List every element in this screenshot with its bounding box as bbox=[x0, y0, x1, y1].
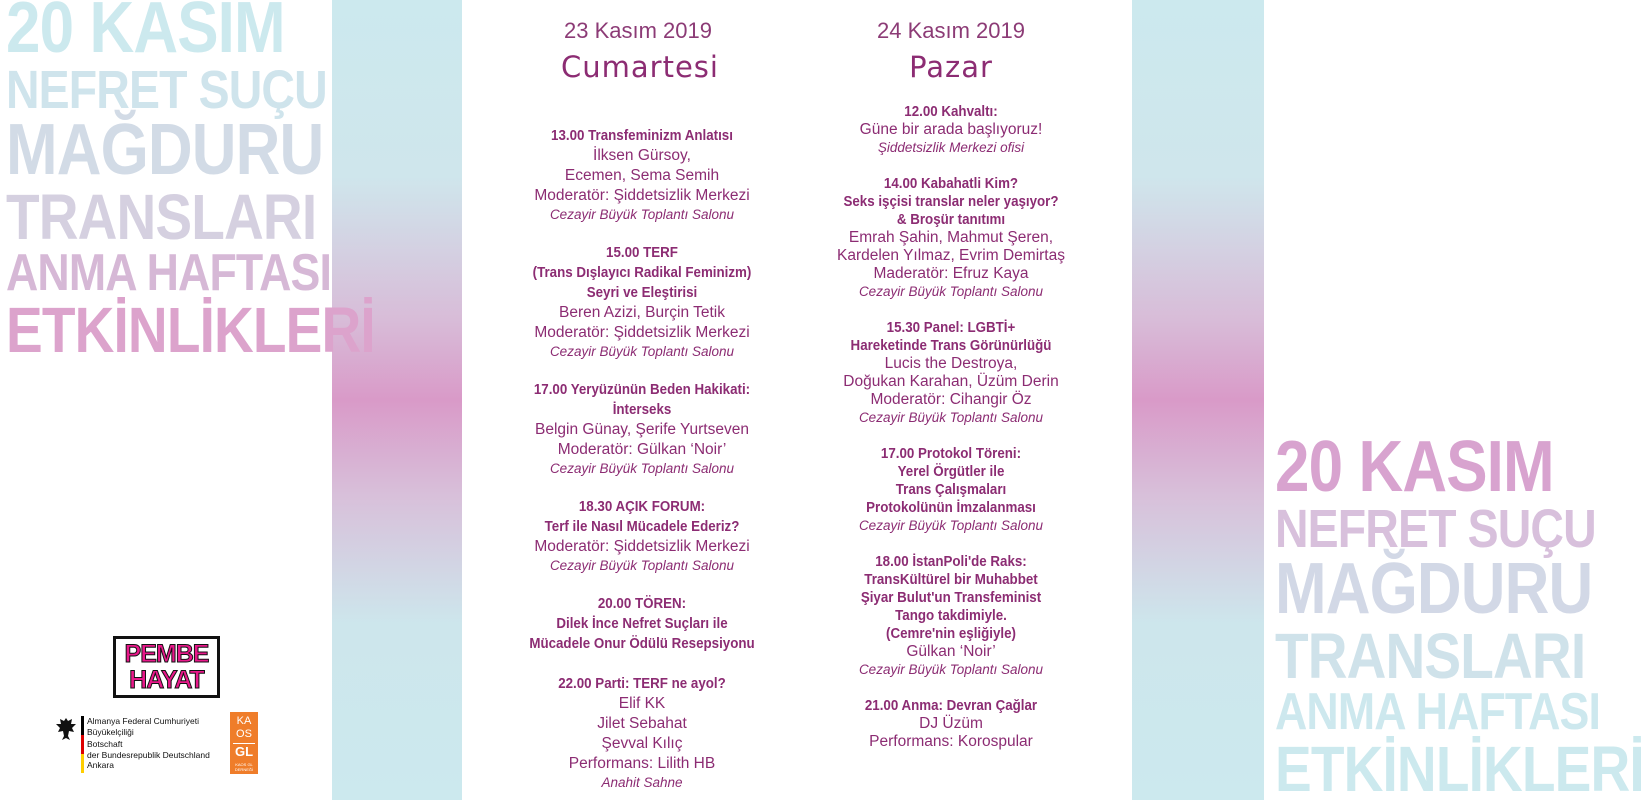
title-line-4: TRANSLARI bbox=[6, 181, 317, 254]
event-1200 bbox=[792, 103, 1110, 156]
event-speakers: İlksen Gürsoy, bbox=[593, 147, 691, 164]
event-title: 20.00 TÖREN: bbox=[597, 596, 687, 612]
title-line-2: NEFRET SUÇU bbox=[6, 59, 327, 120]
event-speakers: Gülkan ‘Noir’ bbox=[906, 643, 996, 660]
event-speakers: Performans: Lilith HB bbox=[568, 755, 716, 772]
title-line-6: ETKİNLİKLERİ bbox=[6, 293, 375, 366]
event-title: İnterseks bbox=[612, 402, 672, 418]
saturday-day: Cumartesi bbox=[561, 50, 719, 84]
event-1700 bbox=[792, 445, 1110, 534]
event-title: Seks işçisi translar neler yaşıyor? bbox=[843, 194, 1059, 210]
moderator-label: Moderatör: bbox=[557, 441, 633, 458]
event-title: 22.00 Parti: TERF ne ayol? bbox=[558, 676, 726, 692]
moderator-name: Şiddetsizlik Merkezi bbox=[609, 538, 750, 555]
event-1530 bbox=[792, 319, 1110, 426]
event-location: Cezayir Büyük Toplantı Salonu bbox=[549, 558, 735, 573]
event-title: 15.00 TERF bbox=[606, 245, 678, 261]
title-line-5: ANMA HAFTASI bbox=[6, 244, 332, 303]
event-title: 18.00 İstanPoli'de Raks: bbox=[875, 554, 1027, 570]
event-title: Trans Çalışmaları bbox=[895, 482, 1007, 498]
event-speakers: Jilet Sebahat bbox=[597, 715, 687, 732]
event-speakers: Performans: Korospular bbox=[869, 733, 1033, 750]
title-line-2: NEFRET SUÇU bbox=[1275, 498, 1596, 559]
embassy-line: Büyükelçiliği bbox=[87, 726, 134, 737]
event-title: Mücadele Onur Ödülü Resepsiyonu bbox=[529, 636, 755, 652]
moderator-label: Moderatör: bbox=[870, 391, 946, 408]
saturday-events bbox=[462, 126, 822, 791]
event-title: Protokolünün İmzalanması bbox=[866, 500, 1036, 516]
event-title: Terf ile Nasıl Mücadele Ederiz? bbox=[544, 519, 740, 535]
event-speakers: Ecemen, Sema Semih bbox=[564, 167, 720, 184]
event-moderator bbox=[792, 391, 1110, 409]
moderator-name: Şiddetsizlik Merkezi bbox=[609, 187, 750, 204]
event-location: Cezayir Büyük Toplantı Salonu bbox=[858, 518, 1044, 533]
title-line-4: TRANSLARI bbox=[1275, 620, 1586, 693]
moderator-name: Cihangir Öz bbox=[945, 391, 1032, 408]
moderator-name: Gülkan ‘Noir’ bbox=[632, 441, 727, 458]
saturday-date: 23 Kasım 2019 bbox=[564, 18, 712, 43]
event-title: Yerel Örgütler ile bbox=[897, 464, 1005, 480]
event-location: Cezayir Büyük Toplantı Salonu bbox=[549, 207, 735, 222]
event-speakers: Lucis the Destroya, bbox=[884, 355, 1018, 372]
event-title: (Cemre'nin eşliğiyle) bbox=[886, 626, 1016, 642]
moderator-label: Moderatör: bbox=[534, 538, 610, 555]
title-line-1: 20 KASIM bbox=[6, 0, 285, 68]
event-speakers: DJ Üzüm bbox=[919, 715, 983, 732]
event-2100 bbox=[792, 697, 1110, 751]
kaos-gl-logo bbox=[230, 712, 258, 774]
title-line-5: ANMA HAFTASI bbox=[1275, 683, 1601, 742]
embassy-line: Ankara bbox=[87, 760, 114, 770]
german-flag-bar bbox=[81, 716, 84, 773]
right-gradient-band bbox=[1132, 0, 1264, 800]
event-title: 21.00 Anma: Devran Çağlar bbox=[864, 698, 1038, 714]
moderator-label: Moderatör: bbox=[534, 187, 610, 204]
pembe-logo-text: PEMBE bbox=[124, 640, 209, 668]
event-1830 bbox=[462, 497, 822, 574]
kaos-logo-text: KA OS bbox=[236, 715, 252, 740]
event-title: 14.00 Kabahatli Kim? bbox=[883, 176, 1019, 192]
moderator-label: Moderatör: bbox=[534, 324, 610, 341]
title-line-3: MAĞDURU bbox=[1275, 549, 1593, 630]
event-speakers: Kardelen Yılmaz, Evrim Demirtaş bbox=[837, 247, 1065, 264]
event-location: Cezayir Büyük Toplantı Salonu bbox=[549, 461, 735, 476]
pembe-hayat-logo bbox=[113, 636, 220, 698]
event-moderator bbox=[462, 537, 822, 557]
embassy-line: Botschaft bbox=[87, 739, 123, 749]
event-title: 17.00 Yeryüzünün Beden Hakikati: bbox=[533, 382, 751, 398]
event-location: Cezayir Büyük Toplantı Salonu bbox=[858, 410, 1044, 425]
event-title: Şiyar Bulut'un Transfeminist bbox=[860, 590, 1042, 606]
sunday-day: Pazar bbox=[909, 50, 993, 84]
event-1400 bbox=[792, 175, 1110, 300]
event-location: Cezayir Büyük Toplantı Salonu bbox=[858, 284, 1044, 299]
event-title: 12.00 Kahvaltı: bbox=[904, 104, 998, 120]
event-title: Tango takdimiyle. bbox=[895, 608, 1007, 624]
event-location: Cezayir Büyük Toplantı Salonu bbox=[858, 662, 1044, 677]
german-eagle-icon bbox=[55, 716, 77, 742]
event-1500 bbox=[462, 243, 822, 360]
event-speakers: Emrah Şahin, Mahmut Şeren, bbox=[848, 229, 1054, 246]
event-title: Seyri ve Eleştirisi bbox=[586, 285, 698, 301]
event-1800 bbox=[792, 553, 1110, 678]
event-title: Hareketinde Trans Görünürlüğü bbox=[850, 338, 1052, 354]
title-line-3: MAĞDURU bbox=[6, 110, 324, 191]
event-1700 bbox=[462, 380, 822, 477]
title-line-6: ETKİNLİKLERİ bbox=[1275, 732, 1644, 805]
event-speakers: Elif KK bbox=[618, 695, 666, 712]
event-moderator bbox=[462, 323, 822, 343]
kaos-small-text: KAOS GL DERNEĞİ bbox=[234, 762, 254, 772]
event-title: 17.00 Protokol Töreni: bbox=[880, 446, 1022, 462]
moderator-name: Efruz Kaya bbox=[948, 265, 1029, 282]
event-speakers: Doğukan Karahan, Üzüm Derin bbox=[843, 373, 1059, 390]
event-location: Şiddetsizlik Merkezi ofisi bbox=[877, 140, 1025, 155]
event-1300 bbox=[462, 126, 822, 223]
event-2200 bbox=[462, 674, 822, 791]
sunday-date: 24 Kasım 2019 bbox=[877, 18, 1025, 43]
event-moderator bbox=[792, 265, 1110, 283]
moderator-name: Şiddetsizlik Merkezi bbox=[609, 324, 750, 341]
event-location: Anahit Sahne bbox=[601, 775, 683, 790]
event-speakers: Şevval Kılıç bbox=[601, 735, 683, 752]
title-line-1: 20 KASIM bbox=[1275, 427, 1554, 507]
event-2000 bbox=[462, 594, 822, 654]
event-speakers: Beren Azizi, Burçin Tetik bbox=[559, 304, 725, 321]
event-speakers: Güne bir arada başlıyoruz! bbox=[859, 121, 1043, 138]
event-title: 15.30 Panel: LGBTİ+ bbox=[886, 320, 1016, 336]
embassy-line: Almanya Federal Cumhuriyeti bbox=[87, 716, 199, 726]
event-title: 18.30 AÇIK FORUM: bbox=[578, 499, 706, 515]
event-title: & Broşür tanıtımı bbox=[896, 212, 1006, 228]
sunday-events bbox=[792, 103, 1110, 751]
title-right bbox=[1275, 427, 1644, 805]
title-left bbox=[6, 0, 375, 366]
embassy-line: der Bundesrepublik Deutschland bbox=[87, 749, 210, 760]
event-title: Dilek İnce Nefret Suçları ile bbox=[556, 616, 728, 632]
event-title: 13.00 Transfeminizm Anlatısı bbox=[551, 128, 733, 144]
embassy-text bbox=[87, 716, 210, 771]
moderator-label: Maderatör: bbox=[873, 265, 949, 282]
event-title: TransKültürel bir Muhabbet bbox=[864, 572, 1038, 588]
event-title: (Trans Dışlayıcı Radikal Feminizm) bbox=[532, 265, 752, 281]
gl-logo-text: GL bbox=[234, 744, 254, 759]
event-moderator bbox=[462, 186, 822, 206]
event-moderator bbox=[462, 440, 822, 460]
hayat-logo-text: HAYAT bbox=[129, 666, 204, 694]
event-speakers: Belgin Günay, Şerife Yurtseven bbox=[535, 421, 749, 438]
event-location: Cezayir Büyük Toplantı Salonu bbox=[549, 344, 735, 359]
